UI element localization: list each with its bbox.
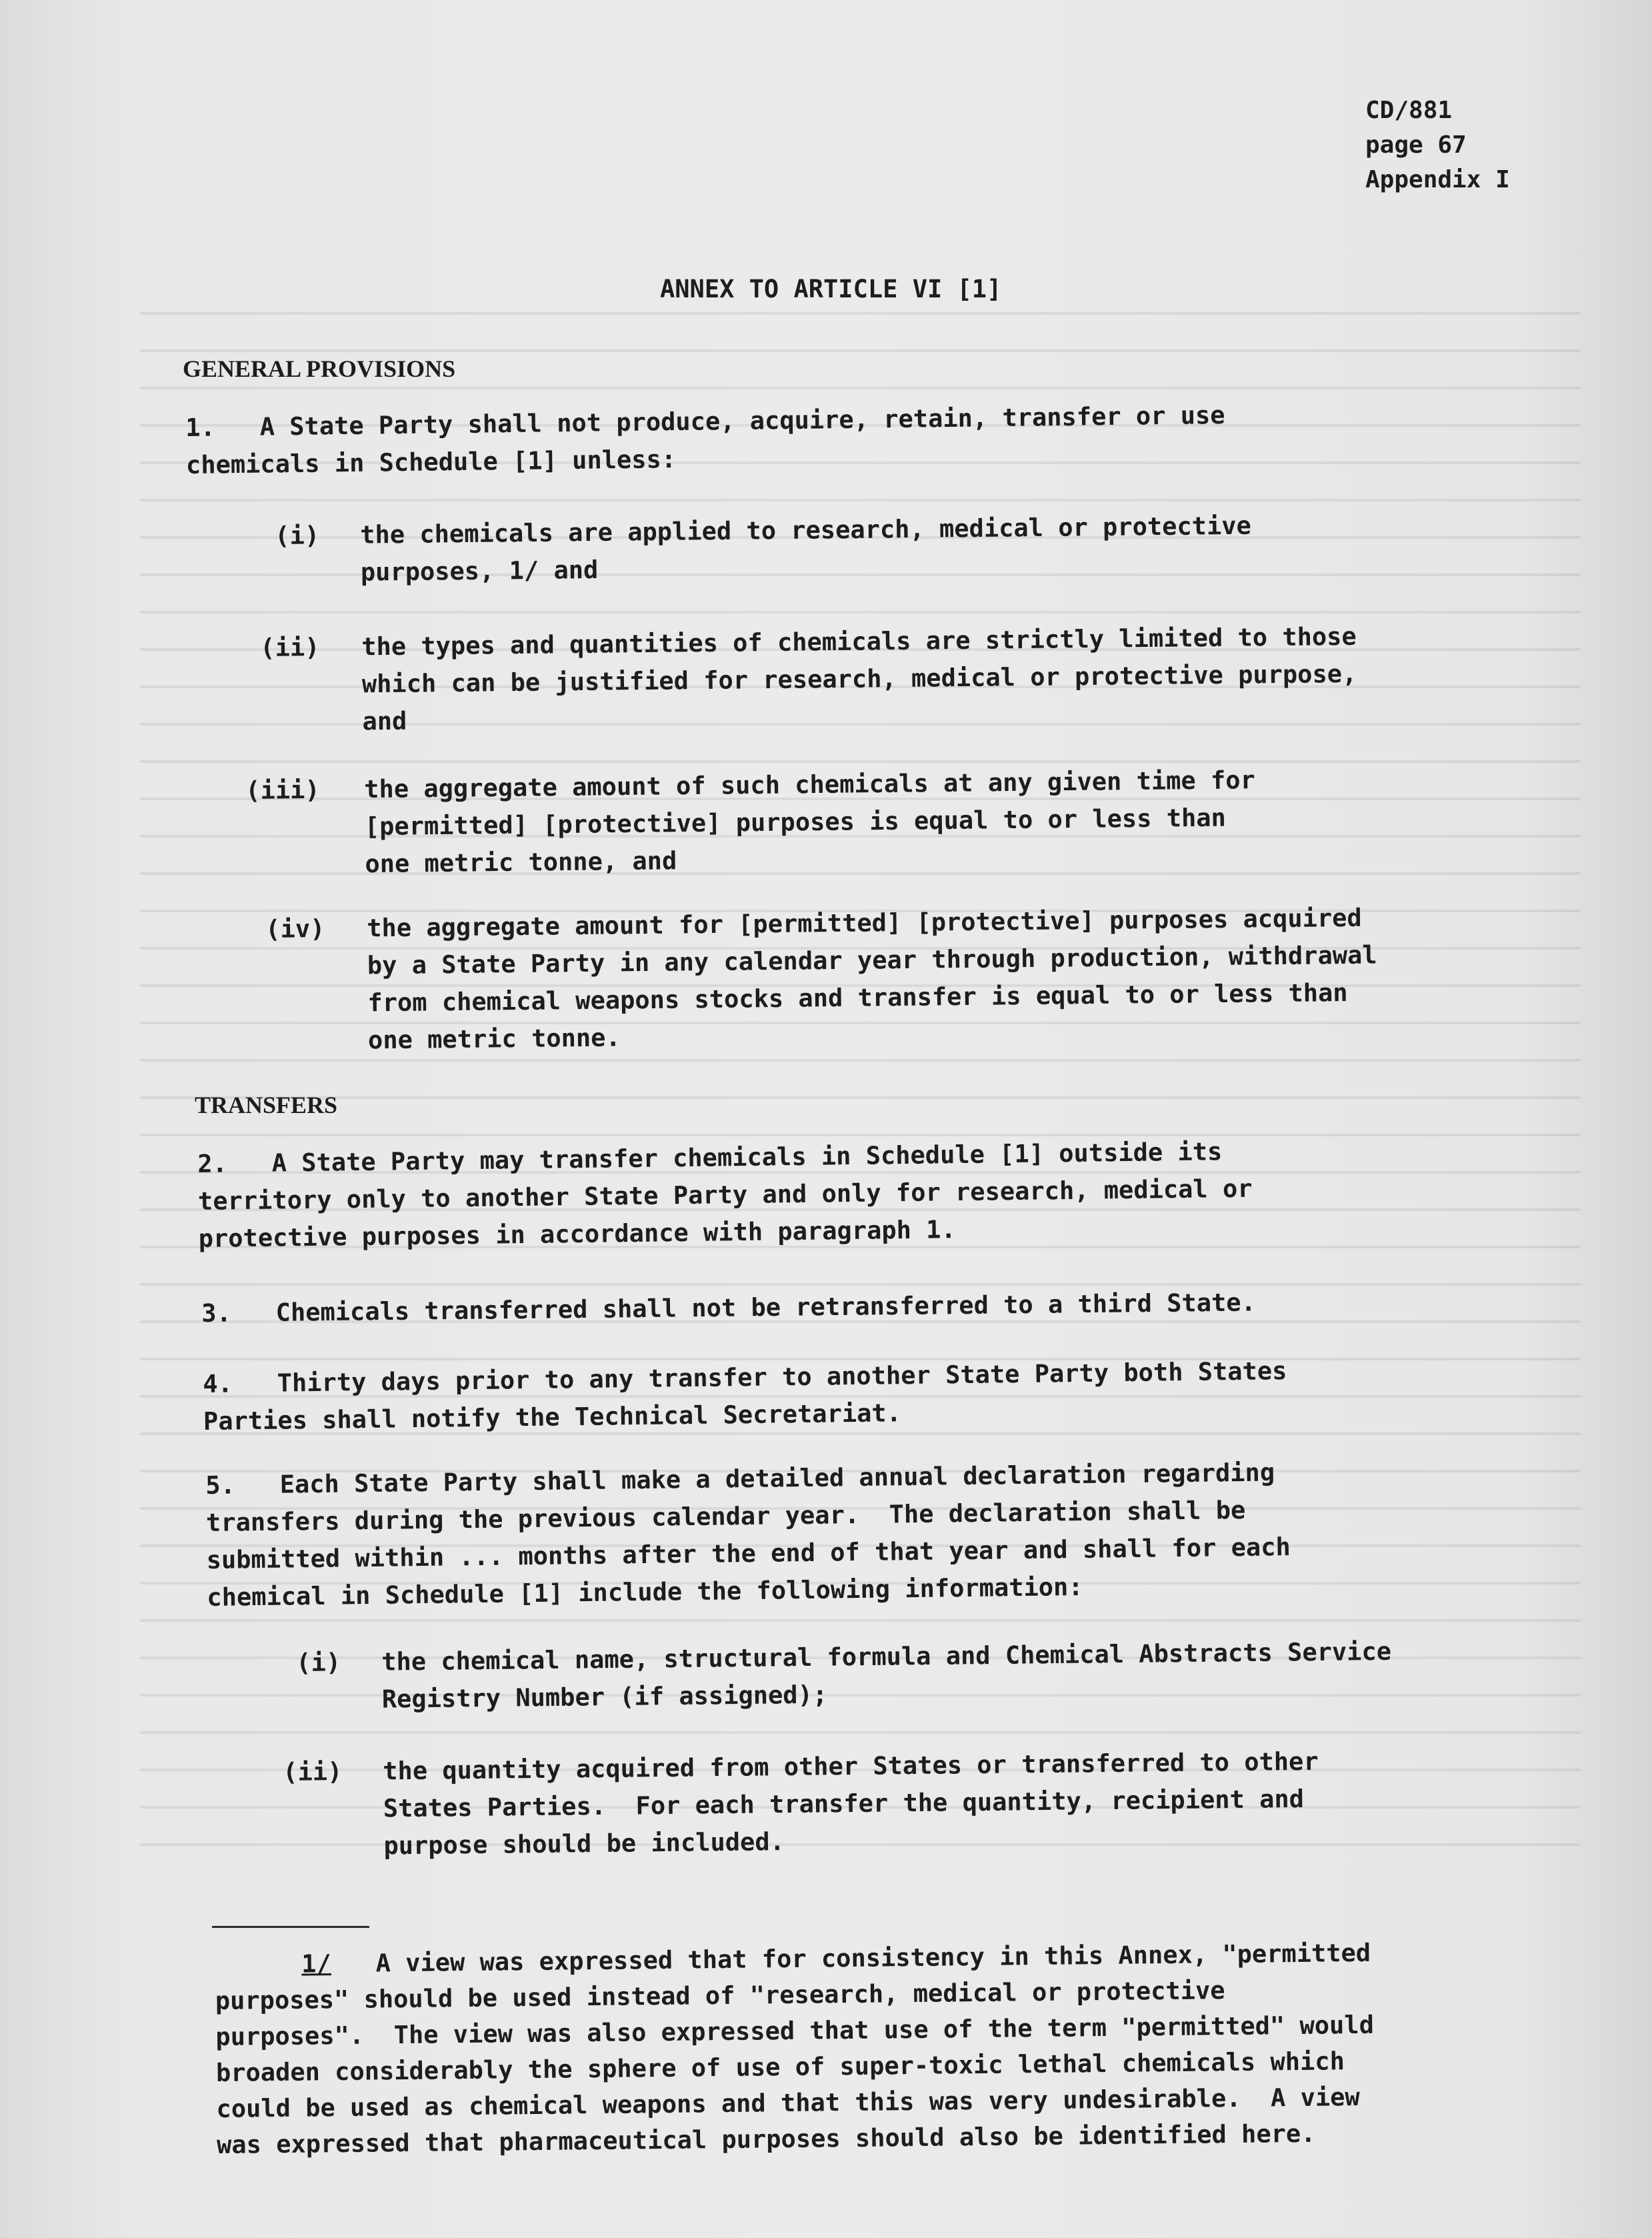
paragraph-3: 3. Chemicals transferred shall not be retransferred to a third State. [201, 1288, 1257, 1328]
item-number: (iv) [265, 914, 325, 944]
paragraph-5-item-i [296, 1631, 1563, 1725]
item-text: the chemicals are applied to research, medical or protective purposes, 1/ and [360, 511, 1251, 587]
paragraph-1-item-ii [260, 616, 1541, 743]
paragraph-1-item-iv [265, 898, 1567, 1064]
item-text: the aggregate amount of such chemicals at any given time for [permitted] [protective] purposes is equal to or less than one metric tonne, and [364, 766, 1255, 879]
paragraph-4: 4. Thirty days prior to any transfer to another State Party both States Parties shall notify the Technical Secretariat. [203, 1356, 1287, 1436]
item-number: (i) [275, 521, 320, 550]
document-id: CD/881 [1365, 97, 1453, 124]
paragraph-1-item-iii [245, 759, 1513, 886]
item-text: the aggregate amount for [permitted] [protective] purposes acquired by a State Party in any calendar year through production, withdrawal from chemical weapons stocks and transfer is equal to or less than one metric tonne. [367, 903, 1377, 1055]
document-header [1365, 93, 1510, 197]
annex-title: ANNEX TO ARTICLE VI [1] [660, 275, 1002, 303]
item-number: (ii) [283, 1757, 343, 1787]
item-text: the quantity acquired from other States or transferred to other States Parties. For each transfer the quantity, recipient and purpose should be included. [383, 1747, 1319, 1861]
footnote-text: A view was expressed that for consistency in this Annex, "permitted purposes" should be used instead of "research, medical or protective purposes". The view was also expressed that use of the term "permitted" would broaden considerably the sphere of use of super-toxic lethal chemicals which could be used as chemical weapons and that this was very undesirable. A view was expressed that pharmaceutical purposes should also be identified here. [215, 1938, 1375, 2159]
paragraph-5-item-ii [283, 1741, 1551, 1867]
paragraph-1: 1. A State Party shall not produce, acquire, retain, transfer or use chemicals in Schedule [1] unless: [185, 400, 1225, 479]
page-number: page 67 [1365, 131, 1467, 159]
item-number: (ii) [260, 633, 320, 662]
footnote-separator [212, 1926, 369, 1928]
paragraph-5: 5. Each State Party shall make a detailed annual declaration regarding transfers during the previous calendar year. The declaration shall be submitted within ... months after the end of that year and shall for each chemical in Schedule [1] include the following information: [205, 1458, 1291, 1612]
item-number: (i) [296, 1648, 341, 1677]
general-provisions-heading: GENERAL PROVISIONS [183, 355, 456, 382]
paragraph-1-item-i [275, 505, 1515, 598]
item-number: (iii) [245, 775, 320, 805]
footnote [215, 1933, 1563, 2163]
footnote-marker: 1/ [301, 1949, 332, 1979]
item-text: the chemical name, structural formula and Chemical Abstracts Service Registry Number (if assigned); [381, 1636, 1392, 1714]
transfers-heading: TRANSFERS [195, 1092, 338, 1118]
item-text: the types and quantities of chemicals are strictly limited to those which can be justified for research, medical or protective purpose, and [361, 622, 1357, 736]
appendix-label: Appendix I [1365, 166, 1510, 193]
paragraph-2: 2. A State Party may transfer chemicals in Schedule [1] outside its territory only to another State Party and only for research, medical or protective purposes in accordance with paragraph 1. [197, 1137, 1253, 1253]
